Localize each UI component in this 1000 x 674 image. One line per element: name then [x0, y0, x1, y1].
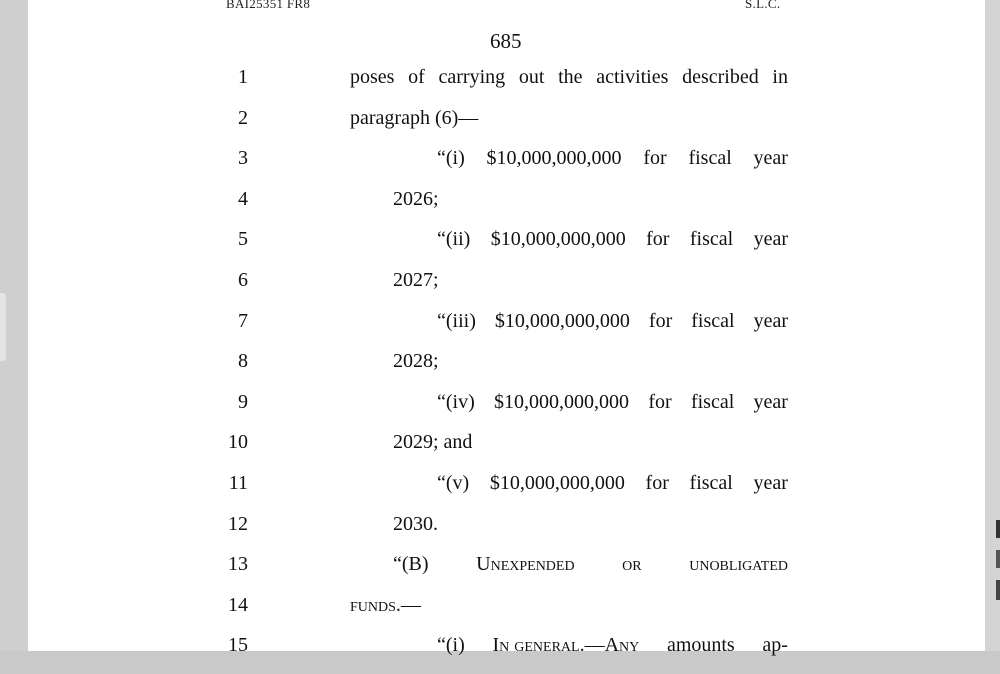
- line-text: [437, 310, 788, 333]
- word: 2027;: [393, 269, 439, 291]
- word: year: [753, 147, 788, 170]
- word: $10,000,000,000: [489, 472, 625, 494]
- word: $10,000,000,000: [494, 390, 630, 413]
- word: for: [648, 390, 672, 413]
- word: the: [558, 66, 583, 88]
- word: fiscal: [688, 147, 732, 170]
- word: carrying: [438, 66, 506, 88]
- text-line: [28, 147, 985, 187]
- line-number: 2: [238, 106, 248, 129]
- line-number: 7: [238, 309, 248, 332]
- word: Unexpended: [476, 553, 575, 576]
- text-line: [28, 350, 985, 390]
- word: 2028;: [393, 350, 439, 373]
- word: $10,000,000,000: [494, 309, 630, 332]
- line-number: 4: [238, 187, 248, 210]
- line-text: [437, 472, 788, 495]
- word: or: [622, 553, 642, 576]
- line-number: 3: [238, 147, 248, 170]
- text-line: [28, 188, 985, 228]
- line-number: 13: [228, 553, 248, 576]
- line-text: [393, 431, 472, 454]
- word: 2030.: [393, 512, 438, 535]
- word: 2029; and: [393, 431, 473, 454]
- line-text: [437, 391, 788, 414]
- document-page: [28, 0, 985, 657]
- line-text: [393, 188, 439, 211]
- word: in: [772, 66, 788, 88]
- line-text: [350, 66, 788, 89]
- text-line: [28, 472, 985, 512]
- text-line: [28, 513, 985, 553]
- word: “(B): [393, 553, 429, 576]
- line-text: [393, 350, 439, 373]
- document-id: BAI25351 FR8: [226, 0, 311, 11]
- word: fiscal: [689, 472, 733, 494]
- line-number: 5: [238, 228, 248, 251]
- word: activities: [596, 66, 669, 88]
- word: $10,000,000,000: [486, 147, 622, 170]
- word: funds.—: [350, 593, 421, 616]
- word: “(i): [437, 634, 465, 657]
- word: 2026;: [393, 187, 439, 210]
- word: for: [648, 309, 673, 332]
- line-number: 10: [228, 431, 248, 454]
- text-line: [28, 553, 985, 593]
- line-text: [350, 594, 421, 617]
- word: for: [645, 472, 669, 494]
- word: “(i): [437, 147, 465, 170]
- line-number: 1: [238, 66, 248, 88]
- line-text: [437, 634, 788, 657]
- text-line: [28, 66, 985, 106]
- text-line: [28, 391, 985, 431]
- word: unobligated: [689, 553, 788, 576]
- word: $10,000,000,000: [490, 228, 626, 251]
- text-line: [28, 431, 985, 471]
- word: amounts: [666, 634, 735, 657]
- line-text: [393, 269, 439, 292]
- word: year: [753, 390, 788, 413]
- sidebar-toggle-handle[interactable]: [0, 293, 6, 361]
- line-text: [393, 513, 438, 536]
- text-line: [28, 310, 985, 350]
- line-number: 15: [228, 634, 248, 657]
- word: of: [408, 66, 425, 88]
- word: fiscal: [691, 309, 735, 332]
- line-number: 14: [228, 593, 248, 616]
- line-number: 11: [228, 472, 248, 494]
- text-line: [28, 634, 985, 674]
- word: fiscal: [690, 390, 735, 413]
- line-number: 6: [238, 269, 248, 291]
- word: year: [753, 472, 788, 494]
- word: for: [646, 228, 670, 251]
- line-text: [393, 553, 788, 576]
- viewer-left-margin: [0, 0, 28, 651]
- text-line: [28, 107, 985, 147]
- line-number: 9: [238, 390, 248, 413]
- word: paragraph (6)—: [350, 106, 479, 129]
- scrollbar-marks[interactable]: [996, 520, 1000, 600]
- word: In general.—Any: [492, 634, 640, 657]
- document-classification: S.L.C.: [745, 0, 781, 11]
- word: poses: [350, 66, 395, 88]
- word: “(v): [437, 472, 470, 494]
- line-number: 8: [238, 350, 248, 373]
- text-line: [28, 269, 985, 309]
- word: “(iv): [437, 390, 475, 413]
- word: year: [753, 228, 788, 251]
- line-text: [350, 107, 478, 130]
- line-text: [437, 147, 788, 170]
- text-line: [28, 594, 985, 634]
- word: year: [753, 309, 788, 332]
- word: ap-: [762, 634, 788, 657]
- word: fiscal: [689, 228, 734, 251]
- viewer-right-margin: [985, 0, 1000, 651]
- text-line: [28, 228, 985, 268]
- line-text: [437, 228, 788, 251]
- word: described: [682, 66, 759, 88]
- word: out: [518, 66, 545, 88]
- word: for: [643, 147, 667, 170]
- page-number: 685: [490, 29, 522, 53]
- word: “(iii): [437, 309, 476, 332]
- line-number: 12: [228, 512, 248, 535]
- word: “(ii): [437, 228, 471, 251]
